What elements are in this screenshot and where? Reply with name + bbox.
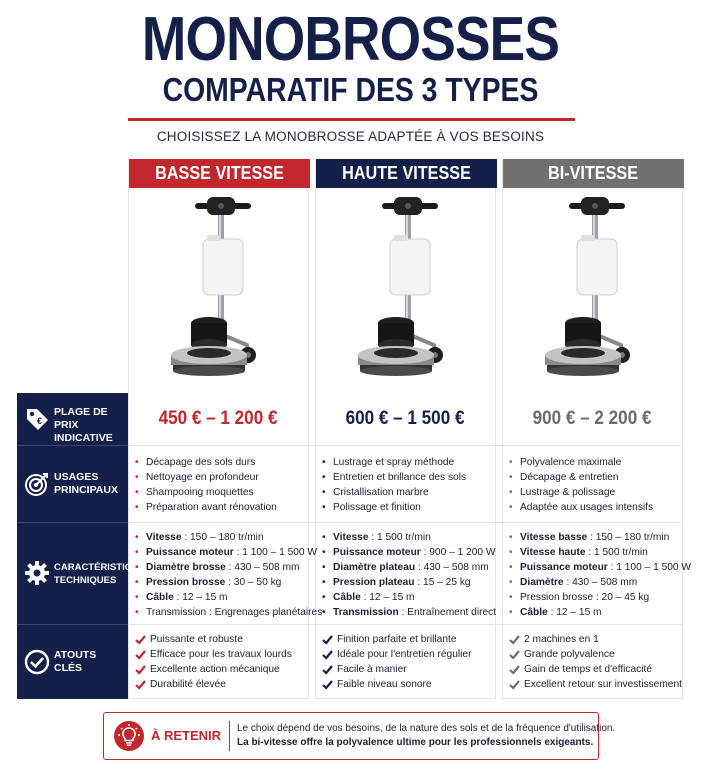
- spec-key: Pression brosse: [146, 577, 226, 588]
- price-basse-vitesse: [128, 408, 309, 430]
- atouts-list-basse: [135, 632, 292, 692]
- spec-key: Câble: [146, 592, 174, 603]
- row-label-line: PLAGE DE PRIX: [54, 406, 108, 431]
- retenir-label: À RETENIR: [151, 728, 222, 743]
- column-header: [503, 159, 684, 188]
- usages-list-bi: [509, 455, 653, 515]
- spec-key: Puissance moteur: [146, 547, 234, 558]
- row-label-line: CLÉS: [54, 662, 83, 674]
- atout-text: Finition parfaite et brillante: [337, 634, 457, 645]
- row-label-line: TECHNIQUES: [54, 575, 117, 586]
- spec-key: Diamètre: [520, 577, 564, 588]
- row-divider: [128, 624, 683, 625]
- check-icon: [135, 679, 146, 690]
- column-title: HAUTE VITESSE: [342, 163, 471, 183]
- row-label-usages: [17, 446, 128, 522]
- spec-value: : 12 – 15 m: [360, 592, 415, 603]
- retenir-box: [103, 712, 616, 760]
- atout-text: Excellente action mécanique: [150, 664, 280, 675]
- list-item: • Shampooing moquettes: [135, 485, 277, 500]
- spec-item: [135, 605, 322, 620]
- check-icon: [135, 634, 146, 645]
- tagline: CHOISISSEZ LA MONOBROSSE ADAPTÉE À VOS BESOINS: [156, 129, 545, 144]
- spec-key: Transmission: [333, 607, 399, 618]
- page-title: MONOBROSSES: [141, 5, 560, 74]
- price-value: 450 € – 1 200 €: [159, 408, 278, 429]
- row-label-tech: [17, 523, 152, 624]
- row-label-line: ATOUTS: [54, 649, 97, 661]
- lightbulb-icon: [113, 720, 145, 752]
- list-item: • Entretien et brillance des sols: [322, 470, 466, 485]
- retenir-divider: [229, 721, 230, 751]
- row-divider: [128, 522, 683, 523]
- list-item: • Cristallisation marbre: [322, 485, 466, 500]
- list-item: [135, 677, 292, 692]
- list-item: [322, 677, 471, 692]
- floor-machine-image: [151, 195, 291, 385]
- spec-value: : 1 500 tr/min: [585, 547, 648, 558]
- retenir-text: [237, 722, 615, 750]
- spec-key: Puissance moteur: [520, 562, 608, 573]
- atout-text: Gain de temps et d'efficacité: [524, 664, 653, 675]
- check-icon: [322, 649, 333, 660]
- atout-text: Puissante et robuste: [150, 634, 243, 645]
- spec-value: : 430 – 508 mm: [563, 577, 638, 588]
- spec-item: [509, 560, 691, 575]
- list-item: [322, 632, 471, 647]
- spec-item: [135, 530, 322, 545]
- spec-item: [509, 590, 691, 605]
- tech-list-haute: [322, 530, 496, 620]
- column-header: [316, 159, 497, 188]
- spec-item: [322, 575, 496, 590]
- check-icon: [135, 649, 146, 660]
- list-item: [509, 647, 682, 662]
- row-label-text: [54, 406, 128, 445]
- list-item: • Polyvalence maximale: [509, 455, 653, 470]
- list-item: • Décapage & entretien: [509, 470, 653, 485]
- spec-key: Pression plateau: [333, 577, 415, 588]
- spec-value: : Entraînement direct: [398, 607, 497, 618]
- atouts-list-bi: [509, 632, 682, 692]
- target-icon: [23, 470, 51, 498]
- spec-item: [135, 545, 322, 560]
- atout-text: Grande polyvalence: [524, 649, 615, 660]
- spec-value: : 30 – 50 kg: [225, 577, 282, 588]
- spec-item: [135, 560, 322, 575]
- list-item: [509, 632, 682, 647]
- price-value: 600 € – 1 500 €: [346, 408, 465, 429]
- column-title: BI-VITESSE: [548, 163, 639, 183]
- floor-machine-image: [525, 195, 665, 385]
- atout-text: 2 machines en 1: [524, 634, 599, 645]
- atout-text: Idéale pour l'entretien régulier: [337, 649, 472, 660]
- list-item: [322, 662, 471, 677]
- tech-list-bi: [509, 530, 691, 620]
- list-item: [135, 662, 292, 677]
- list-item: • Adaptée aux usages intensifs: [509, 500, 653, 515]
- check-circle-icon: [23, 648, 51, 676]
- spec-key: Puissance moteur: [333, 547, 421, 558]
- list-item: • Lustrage & polissage: [509, 485, 653, 500]
- title-divider: [128, 118, 575, 121]
- atout-text: Facile à manier: [337, 664, 407, 675]
- row-label-price: [17, 393, 128, 445]
- spec-item: [135, 590, 322, 605]
- spec-value: : 12 – 15 m: [547, 607, 602, 618]
- tech-list-basse: [135, 530, 322, 620]
- spec-value: : 1 500 tr/min: [368, 532, 431, 543]
- spec-value: : 15 – 25 kg: [414, 577, 471, 588]
- price-bi-vitesse: [502, 408, 683, 430]
- check-icon: [509, 664, 520, 675]
- spec-item: [322, 590, 496, 605]
- column-header: [129, 159, 310, 188]
- row-label-text: [54, 649, 96, 675]
- spec-key: Câble: [520, 607, 548, 618]
- row-divider: [128, 445, 683, 446]
- check-icon: [509, 649, 520, 660]
- atout-text: Faible niveau sonore: [337, 679, 432, 690]
- usages-list-haute: [322, 455, 466, 515]
- spec-value: Transmission : Engrenages planétaires: [146, 607, 323, 618]
- row-label-line: PRINCIPAUX: [54, 484, 118, 496]
- spec-key: Vitesse: [333, 532, 369, 543]
- spec-value: : 430 – 508 mm: [225, 562, 300, 573]
- row-label-text: [54, 471, 118, 497]
- spec-value: : 430 – 508 mm: [415, 562, 489, 573]
- list-item: [135, 647, 292, 662]
- list-item: • Lustrage et spray méthode: [322, 455, 466, 470]
- list-item: • Décapage des sols durs: [135, 455, 277, 470]
- spec-item: [135, 575, 322, 590]
- spec-value: Pression brosse : 20 – 45 kg: [520, 592, 650, 603]
- check-icon: [322, 664, 333, 675]
- list-item: • Préparation avant rénovation: [135, 500, 277, 515]
- spec-item: [509, 605, 691, 620]
- row-label-atouts: [17, 625, 128, 699]
- gear-icon: [23, 559, 51, 587]
- spec-value: : 1 100 – 1 500 W: [233, 547, 318, 558]
- list-item: • Nettoyage en profondeur: [135, 470, 277, 485]
- spec-item: [322, 560, 496, 575]
- check-icon: [322, 634, 333, 645]
- spec-value: : 900 – 1 200 W: [420, 547, 496, 558]
- check-icon: [322, 679, 333, 690]
- price-haute-vitesse: [315, 408, 496, 430]
- spec-value: : 1 100 – 1 500 W: [607, 562, 692, 573]
- price-tag-icon: [23, 405, 51, 433]
- floor-machine-image: [338, 195, 478, 385]
- spec-key: Diamètre brosse: [146, 562, 226, 573]
- list-item: • Polissage et finition: [322, 500, 466, 515]
- atout-text: Excellent retour sur investissement: [524, 679, 682, 690]
- row-label-line: INDICATIVE: [54, 432, 113, 444]
- list-item: [509, 662, 682, 677]
- spec-key: Vitesse basse: [520, 532, 588, 543]
- spec-item: [322, 545, 496, 560]
- atout-text: Durabilité élevée: [150, 679, 226, 690]
- retenir-line: Le choix dépend de vos besoins, de la nature des sols et de la fréquence d'utilisation.: [237, 723, 616, 734]
- svg-text:€: €: [37, 416, 43, 426]
- spec-key: Diamètre plateau: [333, 562, 416, 573]
- spec-item: [509, 545, 691, 560]
- spec-key: Vitesse haute: [520, 547, 586, 558]
- spec-item: [322, 530, 496, 545]
- spec-key: Câble: [333, 592, 361, 603]
- spec-item: [509, 575, 691, 590]
- spec-item: [509, 530, 691, 545]
- row-label-line: CARACTÉRISTIQUES: [54, 562, 152, 573]
- atouts-list-haute: [322, 632, 471, 692]
- spec-value: : 12 – 15 m: [173, 592, 228, 603]
- usages-list-basse: [135, 455, 277, 515]
- check-icon: [509, 679, 520, 690]
- spec-value: : 150 – 180 tr/min: [587, 532, 670, 543]
- spec-item: [322, 605, 496, 620]
- list-item: [509, 677, 682, 692]
- row-label-line: USAGES: [54, 471, 99, 483]
- list-item: [135, 632, 292, 647]
- page-subtitle: COMPARATIF DES 3 TYPES: [162, 71, 539, 108]
- spec-value: : 150 – 180 tr/min: [181, 532, 264, 543]
- column-title: BASSE VITESSE: [155, 163, 284, 183]
- price-value: 900 € – 2 200 €: [533, 408, 652, 429]
- retenir-line-bold: La bi-vitesse offre la polyvalence ultime pour les professionnels exigeants.: [237, 737, 594, 748]
- spec-key: Vitesse: [146, 532, 182, 543]
- check-icon: [135, 664, 146, 675]
- list-item: [322, 647, 471, 662]
- atout-text: Efficace pour les travaux lourds: [150, 649, 292, 660]
- check-icon: [509, 634, 520, 645]
